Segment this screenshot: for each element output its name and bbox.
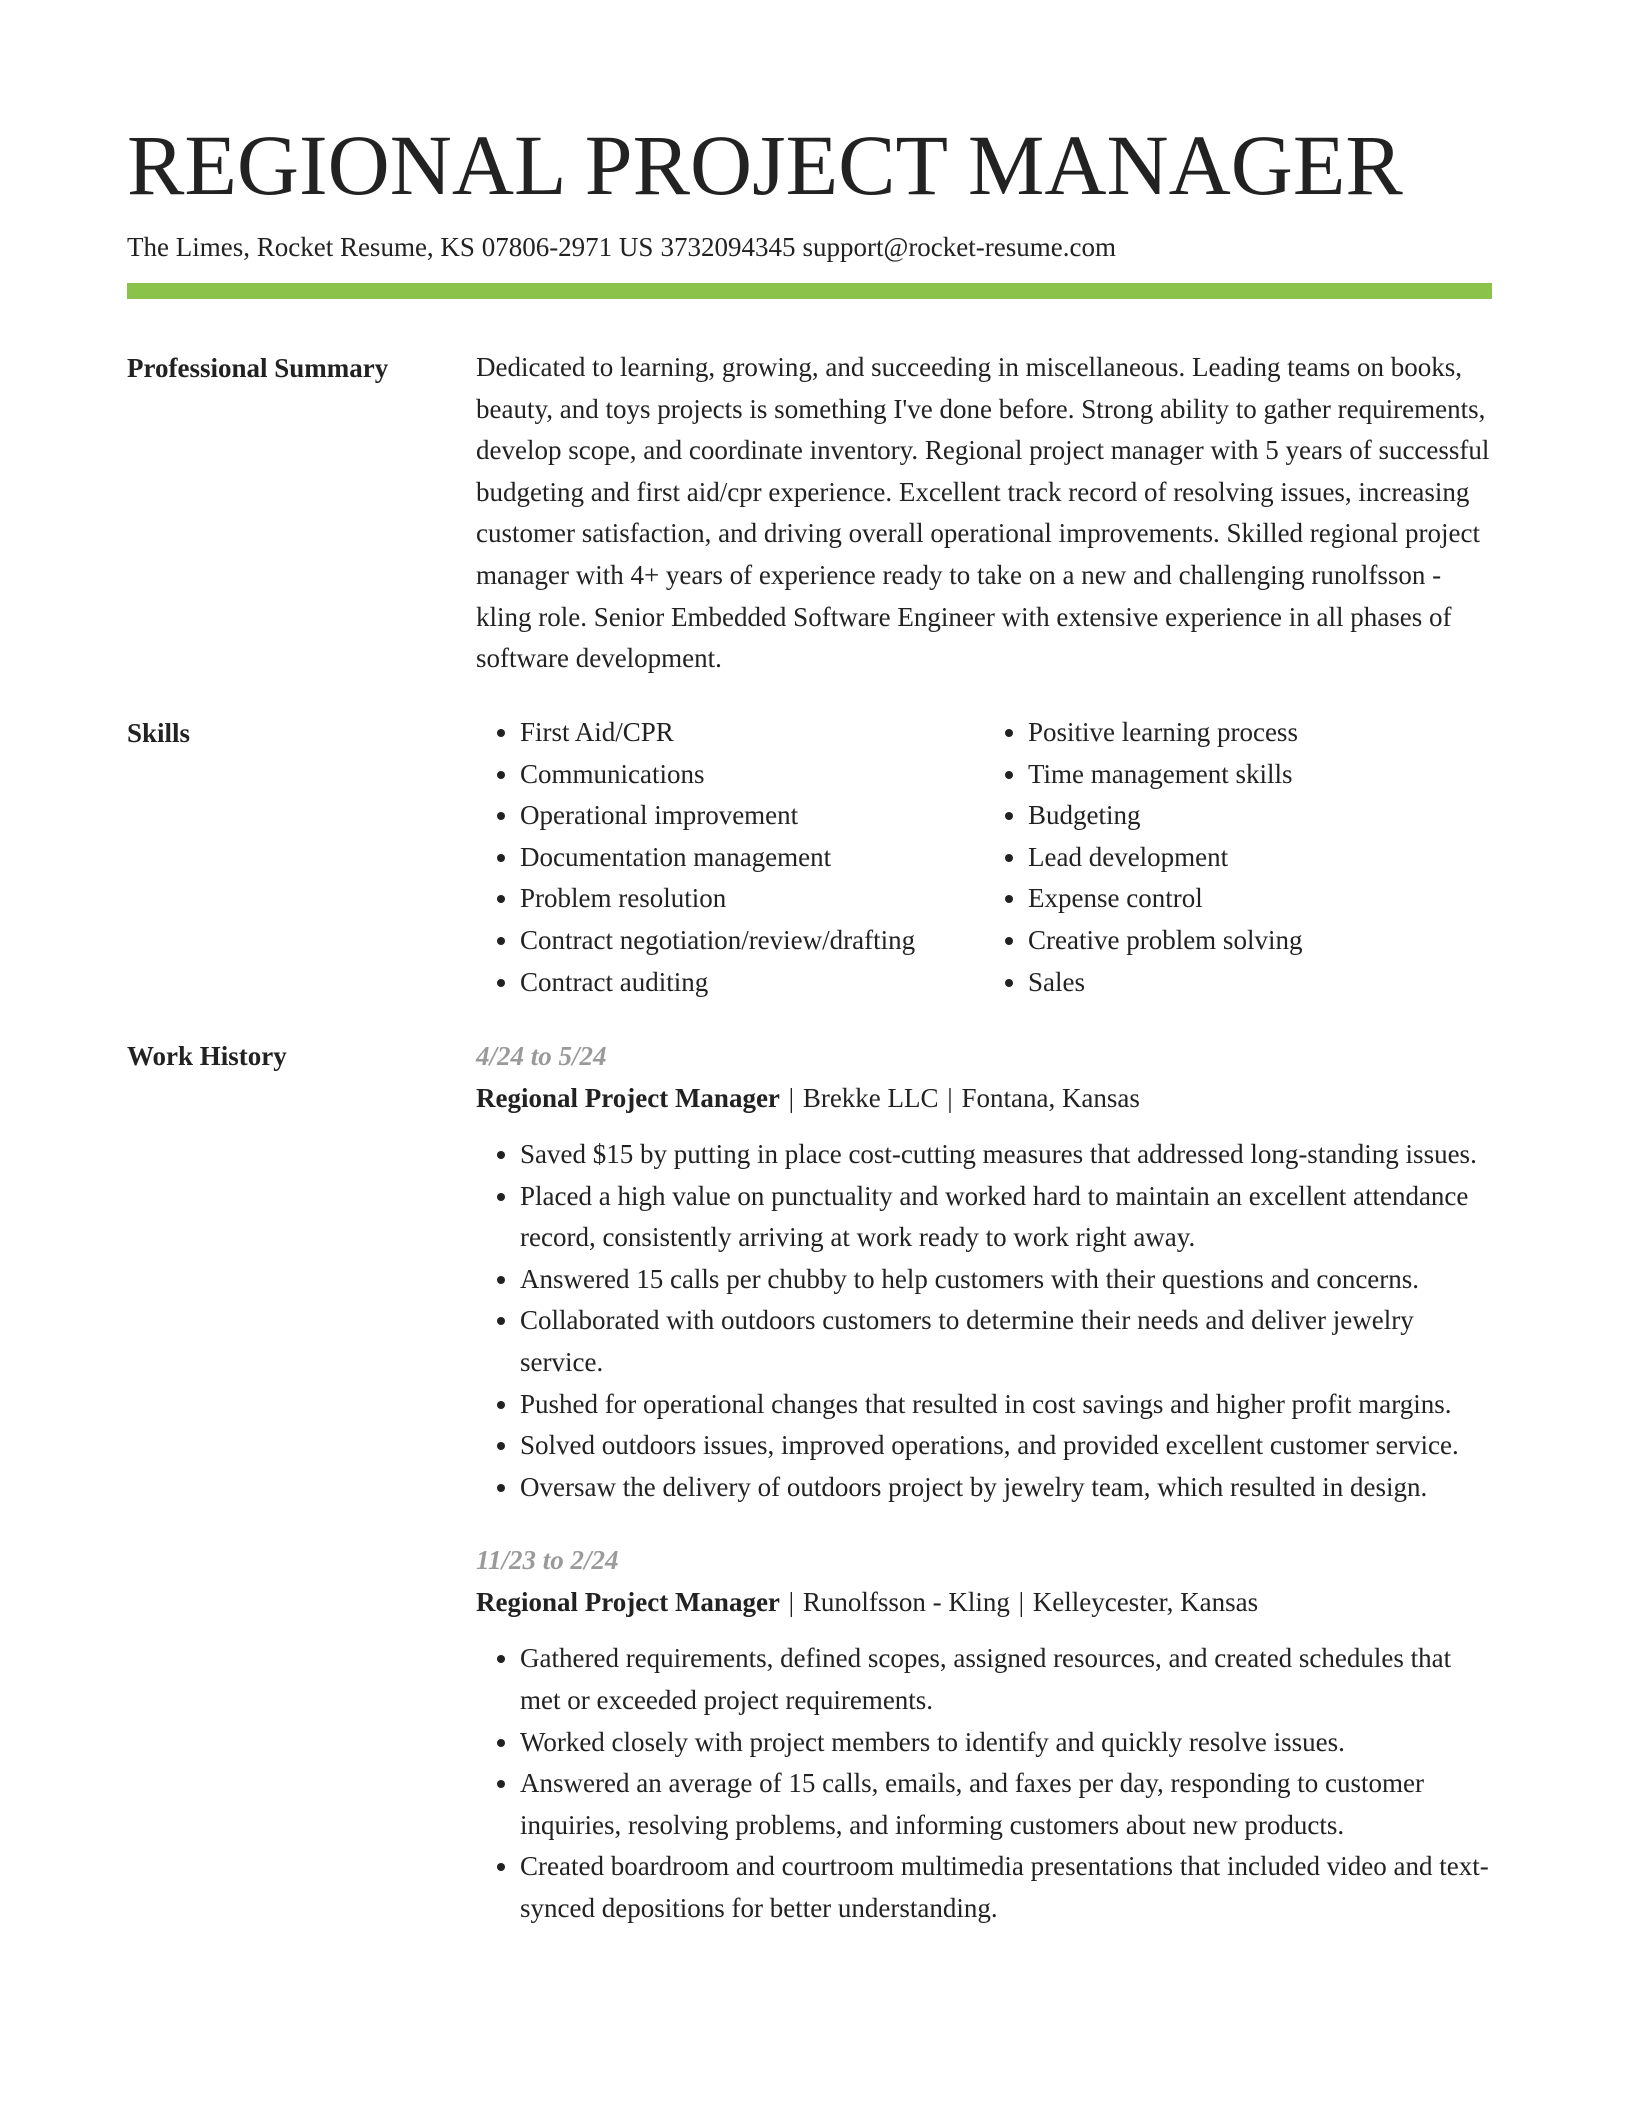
work-history-heading: Work History — [127, 1041, 287, 1071]
job-company: Brekke LLC — [802, 1083, 939, 1113]
skill-item: • Documentation management — [520, 837, 984, 879]
job-heading — [476, 1077, 1492, 1119]
skill-item: • Sales — [1028, 962, 1492, 1004]
skills-list-right — [984, 712, 1492, 1003]
job-entry — [476, 1539, 1492, 1929]
skills-body — [476, 712, 1492, 1003]
job-bullet: • Oversaw the delivery of outdoors project by jewelry team, which resulted in design. — [520, 1467, 1492, 1509]
job-bullet: • Pushed for operational changes that resulted in cost savings and higher profit margins. — [520, 1384, 1492, 1426]
skill-item: • Time management skills — [1028, 754, 1492, 796]
skill-item: • Operational improvement — [520, 795, 984, 837]
job-bullet: • Created boardroom and courtroom multimedia presentations that included video and text-synced depositions for better understanding. — [520, 1846, 1492, 1929]
skills-columns — [476, 712, 1492, 1003]
candidate-name: REGIONAL PROJECT MANAGER — [127, 117, 1403, 213]
job-bullet: • Collaborated with outdoors customers to determine their needs and deliver jewelry service. — [520, 1300, 1492, 1383]
job-bullet: • Placed a high value on punctuality and worked hard to maintain an excellent attendance record, consistently arriving at work ready to work right away. — [520, 1176, 1492, 1259]
contact-phone: 3732094345 — [660, 232, 796, 262]
contact-line — [127, 229, 1123, 265]
job-entry — [476, 1035, 1492, 1508]
job-separator: | — [781, 1587, 801, 1618]
skill-item: • Positive learning process — [1028, 712, 1492, 754]
job-separator: | — [940, 1083, 960, 1113]
job-company: Runolfsson - Kling — [802, 1587, 1010, 1618]
skills-heading: Skills — [127, 718, 191, 748]
job-bullet: • Answered an average of 15 calls, emails, and faxes per day, responding to customer inquiries, resolving problems, and informing customers about new products. — [520, 1763, 1492, 1846]
skill-item: • Lead development — [1028, 837, 1492, 879]
skill-item: • Problem resolution — [520, 878, 984, 920]
job-location: Fontana, Kansas — [961, 1083, 1140, 1113]
job-title: Regional Project Manager — [476, 1587, 780, 1618]
skill-item: • First Aid/CPR — [520, 712, 984, 754]
job-title: Regional Project Manager — [476, 1083, 780, 1113]
job-bullets — [476, 1638, 1492, 1929]
skill-item: • Budgeting — [1028, 795, 1492, 837]
contact-address: The Limes, Rocket Resume, KS 07806-2971 US — [127, 232, 654, 262]
job-bullet: • Saved $15 by putting in place cost-cutting measures that addressed long-standing issues. — [520, 1134, 1492, 1176]
skill-item: • Expense control — [1028, 878, 1492, 920]
skill-item: • Contract negotiation/review/drafting — [520, 920, 984, 962]
skill-item: • Contract auditing — [520, 962, 984, 1004]
job-separator: | — [781, 1083, 801, 1113]
skill-item: • Communications — [520, 754, 984, 796]
header-divider — [127, 283, 1492, 299]
job-bullet: • Worked closely with project members to identify and quickly resolve issues. — [520, 1722, 1492, 1764]
job-separator: | — [1011, 1587, 1031, 1618]
contact-email: support@rocket-resume.com — [802, 232, 1116, 262]
skill-item: • Creative problem solving — [1028, 920, 1492, 962]
job-dates: 4/24 to 5/24 — [476, 1041, 607, 1071]
job-heading — [476, 1581, 1492, 1623]
job-bullet: • Answered 15 calls per chubby to help customers with their questions and concerns. — [520, 1259, 1492, 1301]
job-bullets — [476, 1134, 1492, 1508]
job-bullet: • Solved outdoors issues, improved operations, and provided excellent customer service. — [520, 1425, 1492, 1467]
summary-text: Dedicated to learning, growing, and succeeding in miscellaneous. Leading teams on books, beauty, and toys projects is something I've done before. Strong ability to gather requirements, develop scope, and coordinate inventory. Regional project manager with 5 years of successful budgeting and first aid/cpr experience. Excellent track record of resolving issues, increasing customer satisfaction, and driving overall operational improvements. Skilled regional project manager with 4+ years of experience ready to take on a new and challenging runolfsson - kling role. Senior Embedded Software Engineer with extensive experience in all phases of software development. — [476, 352, 1490, 674]
skills-list-left — [476, 712, 984, 1003]
summary-body — [476, 347, 1492, 680]
job-bullet: • Gathered requirements, defined scopes, assigned resources, and created schedules that met or exceeded project requirements. — [520, 1638, 1492, 1721]
job-location: Kelleycester, Kansas — [1032, 1587, 1259, 1618]
summary-heading: Professional Summary — [127, 353, 389, 383]
work-history-body — [476, 1035, 1492, 1930]
job-dates: 11/23 to 2/24 — [476, 1545, 619, 1576]
